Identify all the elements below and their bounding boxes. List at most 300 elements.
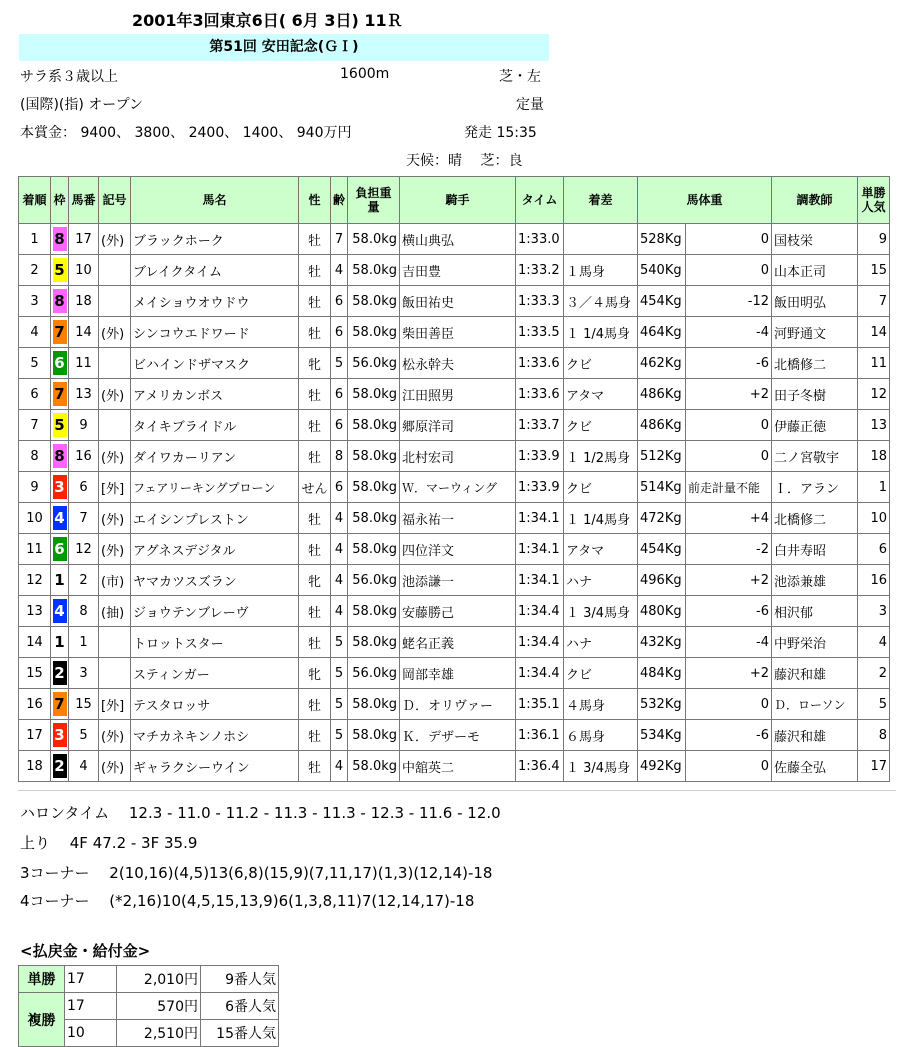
horse-sex: 牡	[299, 286, 331, 317]
weight-change: -4	[686, 627, 772, 658]
horse-mark: (外)	[99, 751, 131, 782]
corner-4-positions: 4コーナー (*2,16)10(4,5,15,13,9)6(1,3,8,11)7(12,14,17)-18	[20, 892, 475, 910]
table-row	[19, 565, 890, 596]
table-row	[19, 286, 890, 317]
horse-number: 16	[69, 441, 99, 472]
horse-mark	[99, 348, 131, 379]
horse-number: 4	[69, 751, 99, 782]
waku-number	[51, 627, 69, 658]
waku-number	[51, 348, 69, 379]
table-row	[19, 379, 890, 410]
table-row	[19, 720, 890, 751]
horse-mark: (外)	[99, 224, 131, 255]
weight-change: -2	[686, 534, 772, 565]
col-body-weight: 馬体重	[638, 177, 772, 224]
jockey-name: Ｋ．デザーモ	[400, 720, 516, 751]
win-popularity: 12	[858, 379, 890, 410]
horse-sex: 牡	[299, 441, 331, 472]
horse-sex: 牡	[299, 751, 331, 782]
win-popularity: 1	[858, 472, 890, 503]
weight-change: -12	[686, 286, 772, 317]
race-class: (国際)(指) オープン	[20, 97, 144, 113]
win-popularity: 18	[858, 441, 890, 472]
finish-position: 16	[19, 689, 51, 720]
win-popularity: 10	[858, 503, 890, 534]
weight-change: 0	[686, 255, 772, 286]
race-title: 2001年3回東京6日( 6月 3日) 11Ｒ	[132, 11, 403, 30]
weight-change: -4	[686, 317, 772, 348]
horse-number: 3	[69, 658, 99, 689]
horse-mark: (外)	[99, 317, 131, 348]
body-weight: 534Kg	[638, 720, 686, 751]
body-weight: 464Kg	[638, 317, 686, 348]
body-weight: 462Kg	[638, 348, 686, 379]
jockey-name: 岡部幸雄	[400, 658, 516, 689]
win-popularity: 15	[858, 255, 890, 286]
body-weight: 454Kg	[638, 286, 686, 317]
win-popularity: 8	[858, 720, 890, 751]
waku-badge: 5	[53, 258, 67, 282]
finish-margin: クビ	[564, 658, 638, 689]
payout-combo: 10	[65, 1020, 117, 1047]
waku-number	[51, 441, 69, 472]
waku-badge: 2	[53, 754, 67, 778]
trainer-name: 田子冬樹	[772, 379, 858, 410]
body-weight: 514Kg	[638, 472, 686, 503]
horse-sex: 牡	[299, 596, 331, 627]
finish-margin: クビ	[564, 348, 638, 379]
table-row	[19, 441, 890, 472]
horse-number: 10	[69, 255, 99, 286]
horse-age: 4	[331, 503, 348, 534]
win-popularity: 7	[858, 286, 890, 317]
horse-name: フェアリーキングプローン	[131, 472, 299, 503]
trainer-name: 北橋修二	[772, 503, 858, 534]
horse-age: 8	[331, 441, 348, 472]
finish-position: 3	[19, 286, 51, 317]
finish-time: 1:33.0	[516, 224, 564, 255]
finish-margin: １馬身	[564, 255, 638, 286]
carried-weight: 58.0kg	[348, 751, 400, 782]
trainer-name: 中野栄治	[772, 627, 858, 658]
finish-margin: ４馬身	[564, 689, 638, 720]
jockey-name: 飯田祐史	[400, 286, 516, 317]
body-weight: 486Kg	[638, 379, 686, 410]
body-weight: 472Kg	[638, 503, 686, 534]
col-sex: 性	[299, 177, 331, 224]
table-row	[19, 751, 890, 782]
waku-number	[51, 751, 69, 782]
finish-time: 1:33.2	[516, 255, 564, 286]
win-popularity: 13	[858, 410, 890, 441]
weather-track: 天候：晴 芝：良	[406, 153, 523, 169]
waku-badge: 3	[53, 475, 67, 499]
col-trainer: 調教師	[772, 177, 858, 224]
results-header-row	[19, 177, 890, 224]
horse-name: スティンガー	[131, 658, 299, 689]
payout-row	[19, 966, 279, 993]
horse-name: テスタロッサ	[131, 689, 299, 720]
horse-sex: 牡	[299, 720, 331, 751]
finish-position: 5	[19, 348, 51, 379]
finish-time: 1:34.4	[516, 658, 564, 689]
horse-name: メイショウオウドウ	[131, 286, 299, 317]
finish-position: 15	[19, 658, 51, 689]
horse-mark	[99, 410, 131, 441]
horse-mark	[99, 627, 131, 658]
trainer-name: 飯田明弘	[772, 286, 858, 317]
trainer-name: 白井寿昭	[772, 534, 858, 565]
horse-number: 8	[69, 596, 99, 627]
weight-change: +2	[686, 658, 772, 689]
finish-time: 1:35.1	[516, 689, 564, 720]
col-num: 馬番	[69, 177, 99, 224]
weight-change: 0	[686, 751, 772, 782]
waku-number	[51, 720, 69, 751]
horse-name: シンコウエドワード	[131, 317, 299, 348]
trainer-name: 池添兼雄	[772, 565, 858, 596]
col-waku: 枠	[51, 177, 69, 224]
horse-age: 7	[331, 224, 348, 255]
weight-change: -6	[686, 348, 772, 379]
horse-number: 6	[69, 472, 99, 503]
finish-time: 1:33.9	[516, 441, 564, 472]
horse-age: 4	[331, 596, 348, 627]
jockey-name: 郷原洋司	[400, 410, 516, 441]
waku-badge: 8	[53, 444, 67, 468]
table-row	[19, 658, 890, 689]
jockey-name: 横山典弘	[400, 224, 516, 255]
payout-heading: <払戻金・給付金>	[20, 942, 151, 960]
trainer-name: 山本正司	[772, 255, 858, 286]
finish-margin: ハナ	[564, 565, 638, 596]
finish-time: 1:33.6	[516, 348, 564, 379]
horse-sex: 牡	[299, 224, 331, 255]
race-distance: 1600m	[340, 66, 390, 82]
finish-margin: １ 3/4馬身	[564, 751, 638, 782]
trainer-name: 藤沢和雄	[772, 720, 858, 751]
payout-amount: 570円	[117, 993, 201, 1020]
jockey-name: 柴田善臣	[400, 317, 516, 348]
waku-badge: 7	[53, 320, 67, 344]
finish-time: 1:33.6	[516, 379, 564, 410]
carried-weight: 56.0kg	[348, 565, 400, 596]
body-weight: 512Kg	[638, 441, 686, 472]
horse-name: トロットスター	[131, 627, 299, 658]
body-weight: 480Kg	[638, 596, 686, 627]
horse-name: タイキブライドル	[131, 410, 299, 441]
horse-name: アグネスデジタル	[131, 534, 299, 565]
waku-number	[51, 658, 69, 689]
horse-age: 6	[331, 472, 348, 503]
col-age: 齢	[331, 177, 348, 224]
horse-age: 5	[331, 627, 348, 658]
horse-sex: 牝	[299, 565, 331, 596]
win-popularity: 16	[858, 565, 890, 596]
table-row	[19, 596, 890, 627]
weight-change: -6	[686, 720, 772, 751]
waku-number	[51, 286, 69, 317]
waku-badge: 4	[53, 599, 67, 623]
jockey-name: 松永幹夫	[400, 348, 516, 379]
horse-sex: 牡	[299, 410, 331, 441]
race-condition: サラ系３歳以上	[20, 69, 118, 85]
trainer-name: Ｄ．ローソン	[772, 689, 858, 720]
jockey-name: 江田照男	[400, 379, 516, 410]
trainer-name: 伊藤正徳	[772, 410, 858, 441]
horse-name: ダイワカーリアン	[131, 441, 299, 472]
finish-margin	[564, 224, 638, 255]
corner-3-positions: 3コーナー 2(10,16)(4,5)13(6,8)(15,9)(7,11,17)(1,3)(12,14)-18	[20, 864, 493, 882]
carried-weight: 58.0kg	[348, 224, 400, 255]
win-popularity: 4	[858, 627, 890, 658]
horse-name: ギャラクシーウイン	[131, 751, 299, 782]
finish-margin: ハナ	[564, 627, 638, 658]
horse-number: 15	[69, 689, 99, 720]
waku-badge: 1	[53, 568, 67, 592]
horse-mark	[99, 658, 131, 689]
weight-change: -6	[686, 596, 772, 627]
finish-time: 1:36.4	[516, 751, 564, 782]
carried-weight: 58.0kg	[348, 286, 400, 317]
horse-number: 18	[69, 286, 99, 317]
carried-weight: 58.0kg	[348, 627, 400, 658]
carried-weight: 58.0kg	[348, 255, 400, 286]
payout-combo: 17	[65, 993, 117, 1020]
horse-mark: [外]	[99, 689, 131, 720]
finish-margin: アタマ	[564, 379, 638, 410]
carried-weight: 58.0kg	[348, 689, 400, 720]
waku-number	[51, 565, 69, 596]
waku-number	[51, 503, 69, 534]
horse-sex: せん	[299, 472, 331, 503]
waku-badge: 6	[53, 537, 67, 561]
finish-time: 1:34.1	[516, 534, 564, 565]
horse-mark: (外)	[99, 503, 131, 534]
carried-weight: 58.0kg	[348, 534, 400, 565]
jockey-name: 吉田豊	[400, 255, 516, 286]
table-row	[19, 410, 890, 441]
waku-number	[51, 379, 69, 410]
horse-age: 4	[331, 255, 348, 286]
horse-name: アメリカンボス	[131, 379, 299, 410]
finish-time: 1:33.3	[516, 286, 564, 317]
horse-mark	[99, 255, 131, 286]
col-popularity: 単勝人気	[858, 177, 890, 224]
win-popularity: 6	[858, 534, 890, 565]
waku-number	[51, 472, 69, 503]
jockey-name: 池添謙一	[400, 565, 516, 596]
col-time: タイム	[516, 177, 564, 224]
jockey-name: 蛯名正義	[400, 627, 516, 658]
carried-weight: 58.0kg	[348, 410, 400, 441]
finish-margin: ６馬身	[564, 720, 638, 751]
finish-position: 8	[19, 441, 51, 472]
finish-time: 1:34.1	[516, 503, 564, 534]
horse-age: 5	[331, 658, 348, 689]
payout-popularity: 15番人気	[201, 1020, 279, 1047]
carried-weight: 58.0kg	[348, 720, 400, 751]
finish-time: 1:33.5	[516, 317, 564, 348]
col-horse-name: 馬名	[131, 177, 299, 224]
body-weight: 432Kg	[638, 627, 686, 658]
horse-number: 7	[69, 503, 99, 534]
waku-number	[51, 689, 69, 720]
results-table	[18, 176, 890, 782]
payout-label: 単勝	[19, 966, 65, 993]
weight-change: +2	[686, 379, 772, 410]
table-row	[19, 224, 890, 255]
horse-mark: (外)	[99, 379, 131, 410]
horse-number: 17	[69, 224, 99, 255]
horse-sex: 牝	[299, 348, 331, 379]
payout-label: 複勝	[19, 993, 65, 1047]
horse-number: 11	[69, 348, 99, 379]
finish-position: 6	[19, 379, 51, 410]
jockey-name: Ｗ．マーウィング	[400, 472, 516, 503]
race-name: 第51回 安田記念(ＧＩ)	[19, 34, 549, 61]
win-popularity: 5	[858, 689, 890, 720]
horse-age: 4	[331, 534, 348, 565]
jockey-name: 北村宏司	[400, 441, 516, 472]
trainer-name: 河野通文	[772, 317, 858, 348]
carried-weight: 58.0kg	[348, 596, 400, 627]
finish-position: 1	[19, 224, 51, 255]
finish-margin: １ 1/4馬身	[564, 317, 638, 348]
body-weight: 492Kg	[638, 751, 686, 782]
agari-times: 上り 4F 47.2 - 3F 35.9	[20, 834, 198, 852]
body-weight: 496Kg	[638, 565, 686, 596]
finish-time: 1:33.9	[516, 472, 564, 503]
horse-number: 9	[69, 410, 99, 441]
body-weight: 528Kg	[638, 224, 686, 255]
finish-margin: １ 3/4馬身	[564, 596, 638, 627]
finish-position: 13	[19, 596, 51, 627]
body-weight: 532Kg	[638, 689, 686, 720]
weight-rule: 定量	[516, 97, 544, 113]
horse-name: ビハインドザマスク	[131, 348, 299, 379]
finish-margin: クビ	[564, 472, 638, 503]
table-row	[19, 534, 890, 565]
waku-number	[51, 534, 69, 565]
horse-mark: (外)	[99, 720, 131, 751]
horse-number: 12	[69, 534, 99, 565]
col-margin: 着差	[564, 177, 638, 224]
horse-sex: 牡	[299, 689, 331, 720]
waku-badge: 8	[53, 289, 67, 313]
win-popularity: 3	[858, 596, 890, 627]
trainer-name: 北橋修二	[772, 348, 858, 379]
col-mark: 記号	[99, 177, 131, 224]
finish-position: 4	[19, 317, 51, 348]
horse-name: ブラックホーク	[131, 224, 299, 255]
trainer-name: Ｉ．アラン	[772, 472, 858, 503]
trainer-name: 国枝栄	[772, 224, 858, 255]
horse-name: ブレイクタイム	[131, 255, 299, 286]
payout-row	[19, 993, 279, 1020]
horse-number: 14	[69, 317, 99, 348]
win-popularity: 11	[858, 348, 890, 379]
trainer-name: 藤沢和雄	[772, 658, 858, 689]
horse-sex: 牡	[299, 317, 331, 348]
horse-name: マチカネキンノホシ	[131, 720, 299, 751]
horse-name: ヤマカツスズラン	[131, 565, 299, 596]
body-weight: 484Kg	[638, 658, 686, 689]
finish-margin: １ 1/4馬身	[564, 503, 638, 534]
weight-change: 0	[686, 224, 772, 255]
horse-name: ジョウテンブレーヴ	[131, 596, 299, 627]
waku-badge: 7	[53, 382, 67, 406]
divider	[18, 790, 896, 791]
finish-position: 11	[19, 534, 51, 565]
waku-badge: 5	[53, 413, 67, 437]
col-weight: 負担重量	[348, 177, 400, 224]
table-row	[19, 255, 890, 286]
table-row	[19, 317, 890, 348]
finish-margin: １ 1/2馬身	[564, 441, 638, 472]
payout-combo: 17	[65, 966, 117, 993]
furlong-times: ハロンタイム 12.3 - 11.0 - 11.2 - 11.3 - 11.3 - 12.3 - 11.6 - 12.0	[20, 804, 501, 822]
horse-age: 6	[331, 410, 348, 441]
win-popularity: 2	[858, 658, 890, 689]
trainer-name: 二ノ宮敬宇	[772, 441, 858, 472]
col-pos: 着順	[19, 177, 51, 224]
jockey-name: 福永祐一	[400, 503, 516, 534]
finish-position: 2	[19, 255, 51, 286]
horse-age: 6	[331, 379, 348, 410]
finish-position: 9	[19, 472, 51, 503]
finish-position: 17	[19, 720, 51, 751]
jockey-name: Ｄ．オリヴァー	[400, 689, 516, 720]
waku-badge: 7	[53, 692, 67, 716]
horse-sex: 牡	[299, 503, 331, 534]
payout-popularity: 9番人気	[201, 966, 279, 993]
trainer-name: 相沢郁	[772, 596, 858, 627]
table-row	[19, 689, 890, 720]
waku-badge: 8	[53, 227, 67, 251]
horse-number: 5	[69, 720, 99, 751]
carried-weight: 58.0kg	[348, 472, 400, 503]
waku-number	[51, 224, 69, 255]
weight-change: 0	[686, 441, 772, 472]
horse-name: エイシンプレストン	[131, 503, 299, 534]
jockey-name: 四位洋文	[400, 534, 516, 565]
carried-weight: 58.0kg	[348, 379, 400, 410]
finish-time: 1:34.1	[516, 565, 564, 596]
weight-change: +2	[686, 565, 772, 596]
finish-margin: アタマ	[564, 534, 638, 565]
carried-weight: 56.0kg	[348, 348, 400, 379]
horse-age: 4	[331, 751, 348, 782]
trainer-name: 佐藤全弘	[772, 751, 858, 782]
race-surface: 芝・左	[499, 69, 541, 85]
finish-time: 1:34.4	[516, 627, 564, 658]
horse-age: 4	[331, 565, 348, 596]
payout-table	[18, 965, 279, 1047]
payout-amount: 2,010円	[117, 966, 201, 993]
payout-amount: 2,510円	[117, 1020, 201, 1047]
weight-change: 前走計量不能	[686, 472, 772, 503]
finish-margin: ３／４馬身	[564, 286, 638, 317]
horse-mark: (外)	[99, 441, 131, 472]
finish-position: 10	[19, 503, 51, 534]
weight-change: 0	[686, 689, 772, 720]
horse-number: 2	[69, 565, 99, 596]
horse-age: 5	[331, 720, 348, 751]
waku-number	[51, 317, 69, 348]
horse-mark: (抽)	[99, 596, 131, 627]
table-row	[19, 472, 890, 503]
